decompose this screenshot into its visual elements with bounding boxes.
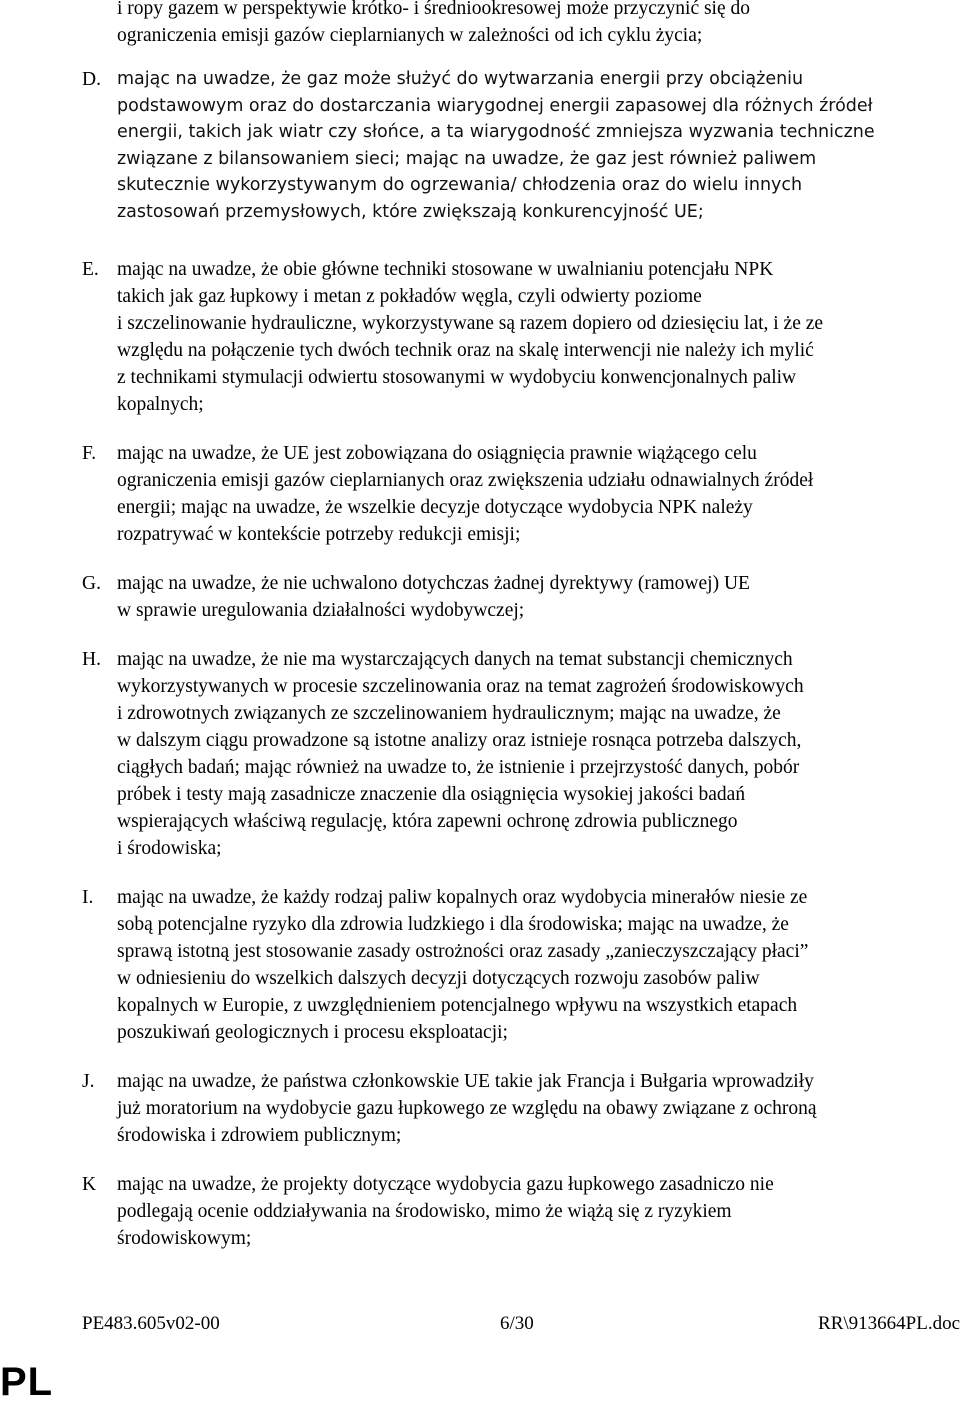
text-line: w odniesieniu do wszelkich dalszych decyzji dotyczących rozwoju zasobów paliw: [117, 968, 760, 989]
text-line: podlegają ocenie oddziaływania na środowisko, mimo że wiążą się z ryzykiem: [117, 1201, 732, 1222]
text-line: ciągłych badań; mając również na uwadze to, że istnienie i przejrzystość danych, pobór: [117, 757, 800, 778]
text-line: już moratorium na wydobycie gazu łupkowego ze względu na obawy związane z ochroną: [117, 1098, 817, 1119]
text-line: próbek i testy mają zasadnicze znaczenie dla osiągnięcia wysokiej jakości badań: [117, 784, 746, 805]
text-line: i środowiska;: [117, 838, 222, 859]
text-line: względu na połączenie tych dwóch technik oraz na skalę interwencji nie należy ich mylić: [117, 340, 814, 361]
text-line: skutecznie wykorzystywanym do ogrzewania/ chłodzenia oraz do wielu innych: [117, 175, 803, 195]
text-line: takich jak gaz łupkowy i metan z pokładów węgla, czyli odwierty poziome: [117, 286, 702, 307]
text-line: i ropy gazem w perspektywie krótko- i średniookresowej może przyczynić się do: [117, 0, 751, 19]
footer-reference: PE483.605v02-00: [82, 1313, 220, 1334]
text-line: zastosowań przemysłowych, które zwiększają konkurencyjność UE;: [117, 201, 704, 222]
text-line: rozpatrywać w kontekście potrzeby redukcji emisji;: [117, 524, 521, 545]
recital-text: [117, 1068, 960, 1149]
footer-page-number: 6/30: [500, 1313, 534, 1334]
text-line: mając na uwadze, że państwa członkowskie UE takie jak Francja i Bułgaria wprowadziły: [117, 1071, 814, 1092]
text-line: mając na uwadze, że nie ma wystarczających danych na temat substancji chemicznych: [117, 649, 793, 670]
text-line: środowiska i zdrowiem publicznym;: [117, 1125, 402, 1146]
text-line: mając na uwadze, że obie główne techniki stosowane w uwalnianiu potencjału NPK: [117, 259, 774, 280]
text-line: sprawą istotną jest stosowanie zasady ostrożności oraz zasady „zanieczyszczający płaci”: [117, 941, 809, 962]
footer-document-name: RR\913664PL.doc: [818, 1313, 960, 1334]
recital-text: [117, 570, 960, 624]
text-line: środowiskowym;: [117, 1228, 252, 1249]
recital-letter: D.: [82, 69, 101, 90]
text-line: mając na uwadze, że gaz może służyć do wytwarzania energii przy obciążeniu: [117, 69, 804, 89]
text-line: mając na uwadze, że projekty dotyczące wydobycia gazu łupkowego zasadniczo nie: [117, 1174, 774, 1195]
text-line: poszukiwań geologicznych i procesu eksploatacji;: [117, 1022, 508, 1043]
recital-text: [117, 256, 960, 418]
text-line: kopalnych w Europie, z uwzględnieniem potencjalnego wpływu na wszystkich etapach: [117, 995, 798, 1016]
recital-text: [117, 646, 960, 862]
text-line: w dalszym ciągu prowadzone są istotne analizy oraz istnieje rosnąca potrzeba dalszych,: [117, 730, 802, 751]
text-line: i zdrowotnych związanych ze szczelinowaniem hydraulicznym; mając na uwadze, że: [117, 703, 781, 724]
text-line: wspierających właściwą regulację, która zapewni ochronę zdrowia publicznego: [117, 811, 738, 832]
text-line: ograniczenia emisji gazów cieplarnianych w zależności od ich cyklu życia;: [117, 25, 703, 46]
text-line: z technikami stymulacji odwiertu stosowanymi w wydobyciu konwencjonalnych paliw: [117, 367, 797, 388]
recital-letter: F.: [82, 443, 97, 464]
text-line: podstawowym oraz do dostarczania wiarygodnej energii zapasowej dla różnych źródeł: [117, 95, 873, 116]
text-line: związane z bilansowaniem sieci; mając na uwadze, że gaz jest również paliwem: [117, 148, 817, 169]
text-line: sobą potencjalne ryzyko dla zdrowia ludzkiego i dla środowiska; mając na uwadze, że: [117, 914, 789, 935]
text-line: wykorzystywanych w procesie szczelinowania oraz na temat zagrożeń środowiskowych: [117, 676, 804, 697]
recital-letter: I.: [82, 887, 94, 908]
recital-text: [117, 884, 960, 1046]
recital-text: [117, 1171, 960, 1252]
text-line: mając na uwadze, że nie uchwalono dotychczas żadnej dyrektywy (ramowej) UE: [117, 573, 750, 594]
recital-letter: K: [82, 1174, 97, 1195]
text-line: i szczelinowanie hydrauliczne, wykorzystywane są razem dopiero od dziesięciu lat, i że ze: [117, 313, 824, 334]
recital-letter: H.: [82, 649, 101, 670]
text-line: ograniczenia emisji gazów cieplarnianych oraz zwiększenia udziału odnawialnych źródeł: [117, 470, 814, 491]
text-line: kopalnych;: [117, 394, 204, 415]
recital-text: [117, 440, 960, 548]
recital-letter: G.: [82, 573, 101, 594]
text-line: mając na uwadze, że każdy rodzaj paliw kopalnych oraz wydobycia minerałów niesie ze: [117, 887, 808, 908]
text-line: energii, takich jak wiatr czy słońce, a ta wiarygodność zmniejsza wyzwania techniczne: [117, 122, 875, 142]
recital-text: [117, 66, 960, 225]
recital-letter: E.: [82, 259, 99, 280]
recital-text: [117, 0, 960, 49]
text-line: energii; mając na uwadze, że wszelkie decyzje dotyczące wydobycia NPK należy: [117, 497, 753, 518]
recital-letter: J.: [82, 1071, 95, 1092]
text-line: mając na uwadze, że UE jest zobowiązana do osiągnięcia prawnie wiążącego celu: [117, 443, 757, 464]
language-tag: PL: [0, 1360, 54, 1404]
text-line: w sprawie uregulowania działalności wydobywczej;: [117, 600, 525, 621]
